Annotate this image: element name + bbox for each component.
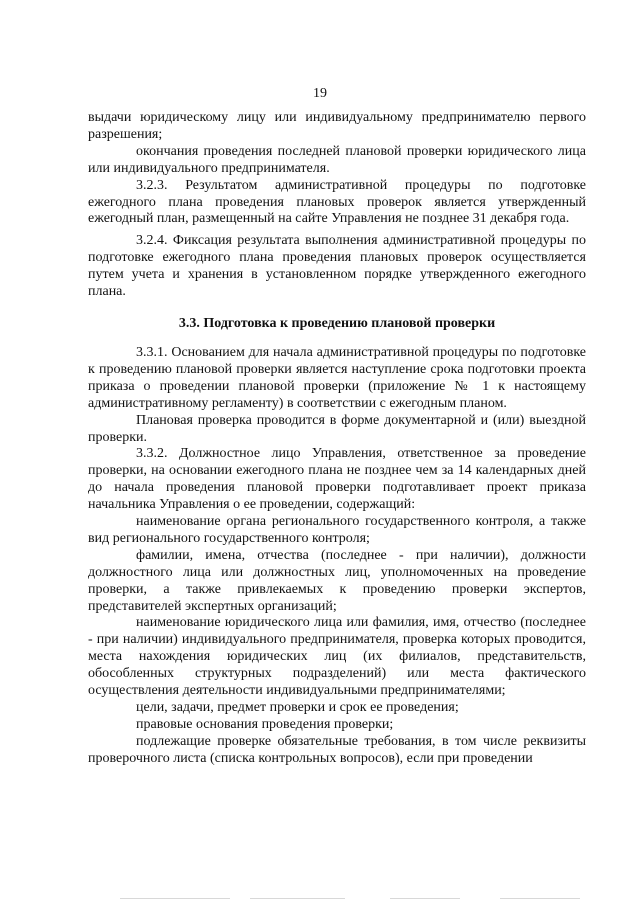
list-item: наименование органа регионального государственного контроля, а также вид регионального государственного контроля; bbox=[88, 514, 586, 546]
paragraph-3-2-4: 3.2.4. Фиксация результата выполнения административной процедуры по подготовке ежегодного плана проведения плановых проверок осуществляется путем учета и хранения в установленном порядке утвержденного ежегодного плана. bbox=[88, 233, 586, 300]
section-heading: 3.3. Подготовка к проведению плановой проверки bbox=[178, 315, 496, 331]
paragraph: окончания проведения последней плановой проверки юридического лица или индивидуального предпринимателя. bbox=[88, 143, 586, 176]
list-item: наименование юридического лица или фамилия, имя, отчество (последнее - при наличии) индивидуального предпринимателя, проверка которых проводится, места нахождения юридических лиц (их филиалов, представительств, обособленных структурных подразделений) или места фактического осуществления деятельности индивидуальными предпринимателями; bbox=[88, 615, 586, 699]
paragraph-3-3-1: 3.3.1. Основанием для начала административной процедуры по подготовке к проведению плановой проверки является наступление срока подготовки проекта приказа о проведении плановой проверки (приложение № 1 к настоящему административному регламенту) в соответствии с ежегодным планом. bbox=[88, 344, 586, 411]
paragraph: Плановая проверка проводится в форме документарной и (или) выездной проверки. bbox=[88, 412, 586, 445]
paragraph-3-3-2: 3.3.2. Должностное лицо Управления, ответственное за проведение проверки, на основании ежегодного плана не позднее чем за 14 календарных дней до начала проведения плановой проверки подготавливает проект приказа начальника Управления о ее проведении, содержащий: bbox=[88, 446, 586, 513]
paragraph-3-2-3: 3.2.3. Результатом административной процедуры по подготовке ежегодного плана проведения плановых проверок является утвержденный ежегодный план, размещенный на сайте Управления не позднее 31 декабря года. bbox=[88, 177, 586, 227]
scan-artifact bbox=[500, 898, 580, 899]
list-item: подлежащие проверке обязательные требования, в том числе реквизиты проверочного листа (списка контрольных вопросов), если при проведении bbox=[88, 733, 586, 766]
list-item: правовые основания проведения проверки; bbox=[136, 716, 394, 732]
document-body bbox=[88, 110, 586, 768]
paragraph-continuation: выдачи юридическому лицу или индивидуальному предпринимателю первого разрешения; bbox=[88, 110, 586, 142]
scan-artifact bbox=[120, 898, 230, 899]
list-item: фамилии, имена, отчества (последнее - при наличии), должности должностного лица или должностных лиц, уполномоченных на проведение проверки, а также привлекаемых к проведению проверки экспертов, представителей экспертных организаций; bbox=[88, 547, 586, 614]
page-number: 19 bbox=[313, 86, 327, 101]
scan-artifact bbox=[250, 898, 345, 899]
list-item: цели, задачи, предмет проверки и срок ее проведения; bbox=[136, 700, 459, 715]
scan-artifact bbox=[390, 898, 460, 899]
